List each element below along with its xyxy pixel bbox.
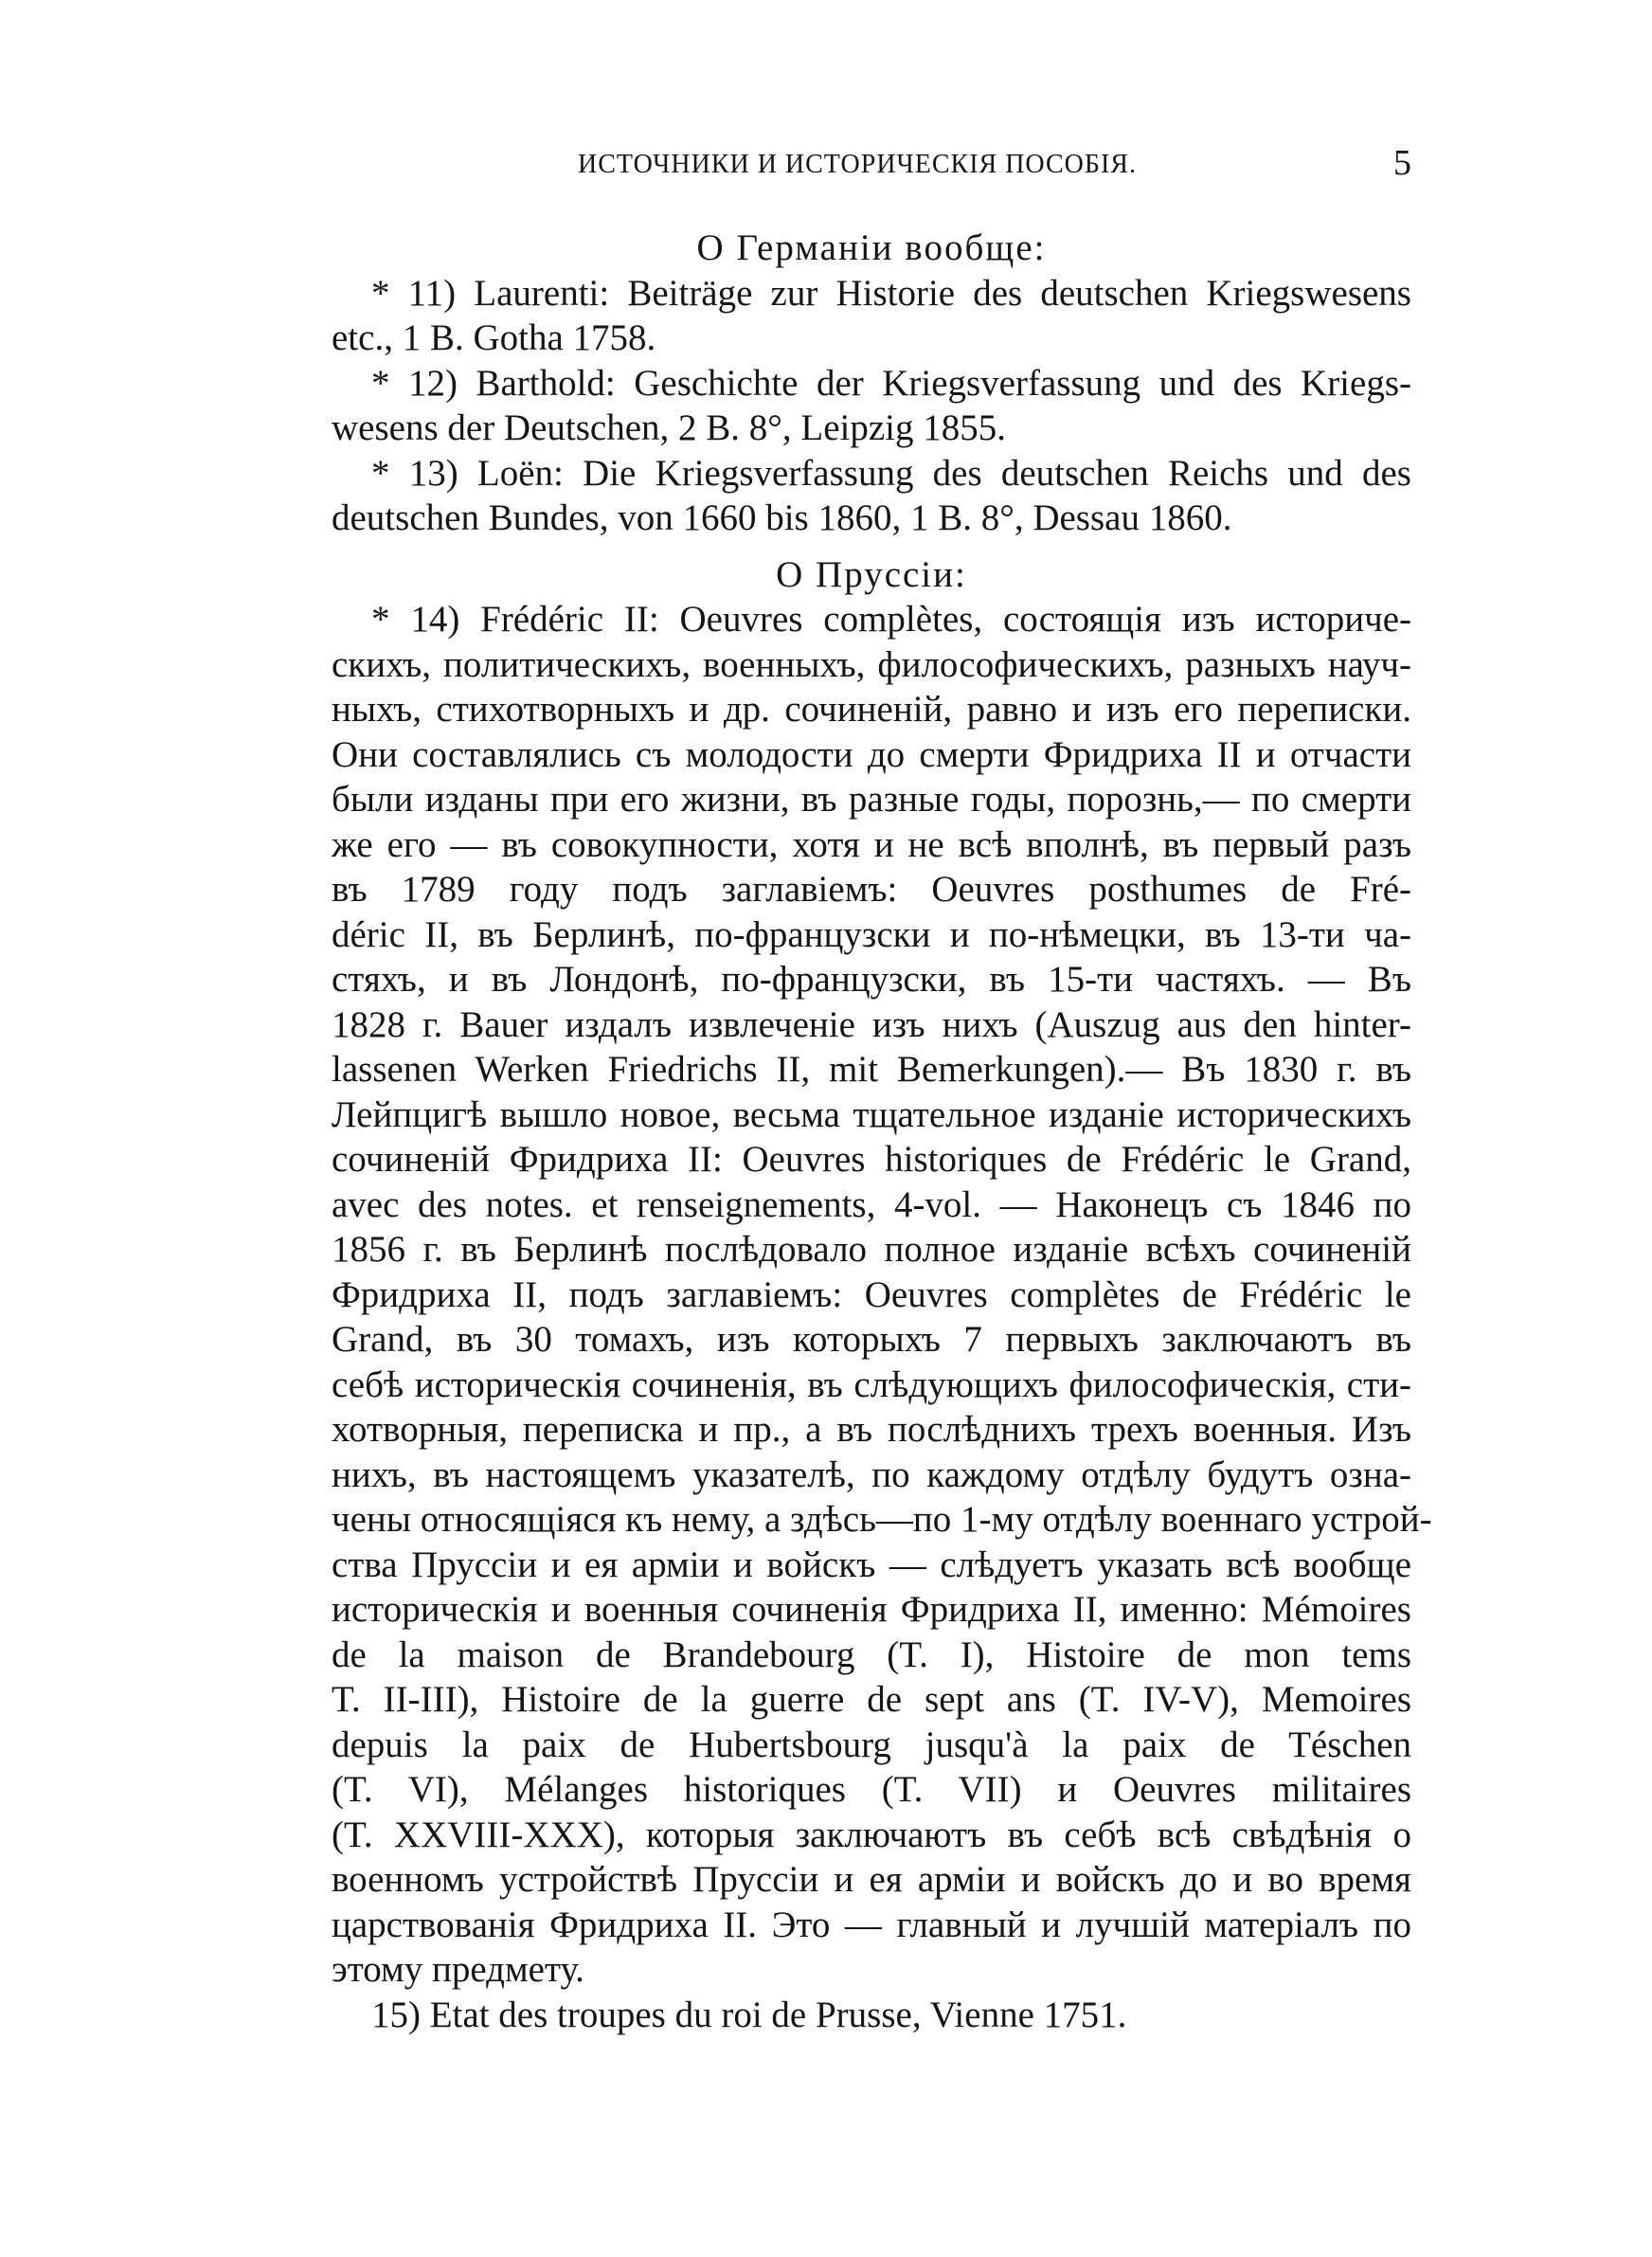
text-line: (T. VI), Mélanges historiques (T. VII) и Oeuvres militaires [332,1769,1411,1810]
text-line: сочиненій Фридриха II: Oeuvres historiques de Frédéric le Grand, [332,1139,1411,1180]
text-line: de la maison de Brandebourg (T. I), Histoire de mon tems [332,1634,1411,1675]
text-line: были изданы при его жизни, въ разные годы, порознь,— по смерти [332,779,1411,820]
text-line: Grand, въ 30 томахъ, изъ которыхъ 7 первыхъ заключаютъ въ [332,1319,1411,1360]
text-line: wesens der Deutschen, 2 B. 8°, Leipzig 1855. [332,407,1007,448]
body-text [332,226,1432,2037]
text-line: этому предмету. [332,1949,584,1990]
text-line: ныхъ, стихотворныхъ и др. сочиненій, равно и изъ его переписки. [332,689,1411,730]
text-line: * 13) Loën: Die Kriegsverfassung des deutschen Reichs und des [371,452,1411,494]
text-line: T. II-III), Histoire de la guerre de sept ans (T. IV-V), Memoires [332,1679,1411,1720]
section-heading-germany: О Германіи вообще: [696,227,1047,268]
text-line: въ 1789 году подъ заглавіемъ: Oeuvres posthumes de Fré- [332,869,1411,910]
text-line: etc., 1 B. Gotha 1758. [332,317,656,358]
running-header [332,143,1411,188]
text-line: 1828 г. Bauer издалъ извлеченіе изъ нихъ (Auszug aus den hinter- [332,1003,1411,1045]
text-line: скихъ, политическихъ, военныхъ, философическихъ, разныхъ науч- [332,643,1411,685]
text-line: * 12) Barthold: Geschichte der Kriegsverfassung und des Kriegs- [371,362,1411,404]
text-line: чены относящіяся къ нему, а здѣсь—по 1-му отдѣлу военнаго устрой- [332,1499,1432,1540]
page-number: 5 [1393,143,1411,183]
text-line: lassenen Werken Friedrichs II, mit Bemerkungen).— Въ 1830 г. въ [332,1049,1411,1090]
text-line: (T. XXVIII-XXX), которыя заключаютъ въ себѣ всѣ свѣдѣнія о [332,1814,1411,1855]
text-line: нихъ, въ настоящемъ указателѣ, по каждому отдѣлу будутъ озна- [332,1454,1411,1495]
text-line: же его — въ совокупности, хотя и не всѣ вполнѣ, въ первый разъ [332,823,1411,865]
text-line: историческія и военныя сочиненія Фридриха II, именно: Mémoires [332,1589,1411,1630]
text-line: * 11) Laurenti: Beiträge zur Historie des deutschen Kriegswesens [371,272,1411,314]
text-line: царствованія Фридриха II. Это — главный и лучшій матеріалъ по [332,1904,1411,1945]
text-line: ства Пруссіи и ея арміи и войскъ — слѣдуетъ указать всѣ вообще [332,1544,1411,1585]
text-line: 1856 г. въ Берлинѣ послѣдовало полное изданіе всѣхъ сочиненій [332,1229,1411,1270]
text-line: себѣ историческія сочиненія, въ слѣдующихъ философическія, сти- [332,1363,1411,1405]
section-heading-prussia: О Пруссіи: [776,553,967,595]
text-line: avec des notes. et renseignements, 4-vol. — Наконецъ съ 1846 по [332,1183,1411,1225]
running-title: ИСТОЧНИКИ И ИСТОРИЧЕСКІЯ ПОСОБІЯ. [578,150,1137,179]
text-line: Они составлялись съ молодости до смерти Фридриха II и отчасти [332,733,1411,775]
text-line: * 14) Frédéric II: Oeuvres complètes, состоящія изъ историче- [371,599,1411,640]
text-line: хотворныя, переписка и пр., а въ послѣднихъ трехъ военныя. Изъ [332,1409,1411,1450]
text-line: военномъ устройствѣ Пруссіи и ея арміи и войскъ до и во время [332,1859,1411,1900]
text-line: Фридриха II, подъ заглавіемъ: Oeuvres complètes de Frédéric le [332,1273,1411,1315]
text-line: déric II, въ Берлинѣ, по-французски и по-нѣмецки, въ 13-ти ча- [332,913,1411,955]
text-line: Лейпцигѣ вышло новое, весьма тщательное изданіе историческихъ [332,1093,1411,1135]
text-line: depuis la paix de Hubertsbourg jusqu'à la paix de Téschen [332,1724,1411,1765]
text-line: стяхъ, и въ Лондонѣ, по-французски, въ 15-ти частяхъ. — Въ [332,959,1411,1000]
text-line: 15) Etat des troupes du roi de Prusse, Vienne 1751. [371,1994,1127,2035]
text-line: deutschen Bundes, von 1660 bis 1860, 1 B. 8°, Dessau 1860. [332,497,1232,538]
